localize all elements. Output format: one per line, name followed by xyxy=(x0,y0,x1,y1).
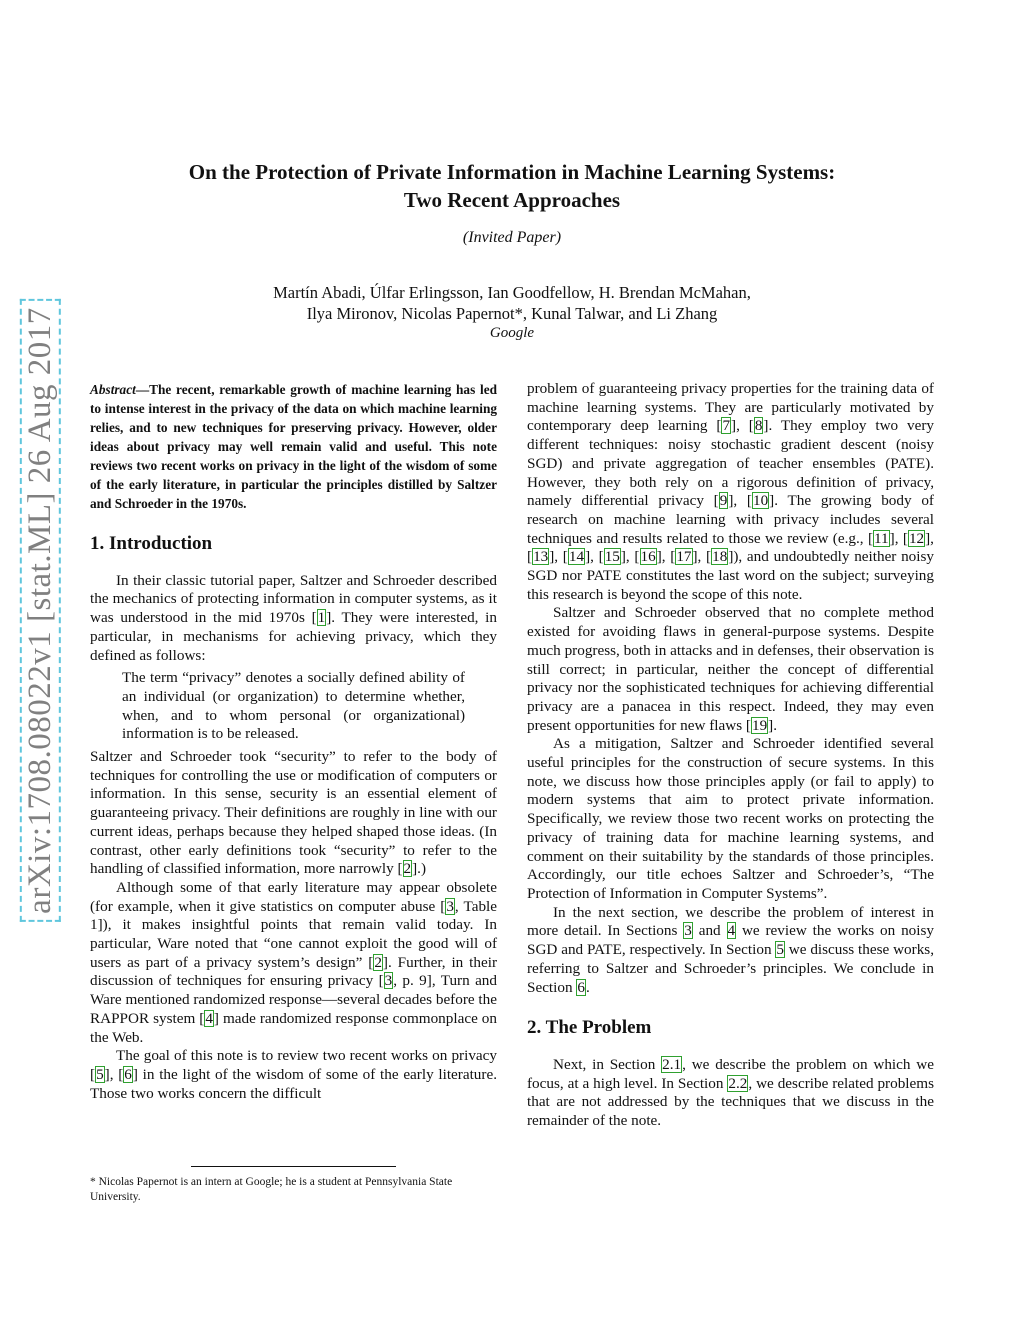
section-link[interactable]: 4 xyxy=(727,922,736,940)
citation-link[interactable]: 9 xyxy=(719,492,728,510)
abstract-text: —The recent, remarkable growth of machine learning has led to intense interest in the privacy of the data on which machine learning relies, and to new techniques for preserving privacy. However, older ideas about privacy may well remain valid and useful. This note reviews two recent works on privacy in the light of the wisdom of some of the early literature, in particular the principles distilled by Saltzer and Schroeder in the 1970s. xyxy=(90,382,497,511)
section-link[interactable]: 2.1 xyxy=(662,1055,682,1073)
citation-link[interactable]: 3 xyxy=(384,972,393,990)
citation-link[interactable]: 16 xyxy=(640,548,656,566)
intro-paragraph-7: As a mitigation, Saltzer and Schroeder identified several useful principles for the construction of secure systems. In this note, we discuss how those principles apply (or fail to apply) to modern systems that aim to protect private information. Specifically, we review those two recent works on protecting the privacy of training data for machine learning systems, and comment on their suitability by the standards of those principles. Accordingly, our title echoes Saltzer and Schroeder’s, “The Protection of Information in Computer Systems”. xyxy=(527,735,934,902)
citation-link[interactable]: 17 xyxy=(676,548,692,566)
intro-paragraph-4: The goal of this note is to review two recent works on privacy [5], [6] in the light of the wisdom of some of the early literature. Those two works concern the difficult xyxy=(90,1047,497,1102)
intro-paragraph-5: problem of guaranteeing privacy properties for the training data of machine learning systems. They are particularly motivated by contemporary deep learning [7], [8]. They employ two very different techniques: noisy stochastic gradient descent (noisy SGD) and private aggregation of teacher ensembles (PATE). However, they both rely on a rigorous definition of privacy, namely differential privacy [9], [10]. The growing body of research on machine learning with privacy includes several techniques and results related to those we review (e.g., [11], [12], [13], [14], [15], [16], [17], [18]), and undoubtedly neither noisy SGD nor PATE constitutes the last word on the subject; surveying this research is beyond the scope of this note. xyxy=(527,380,934,603)
section-link[interactable]: 2.2 xyxy=(728,1074,748,1092)
section-link[interactable]: 5 xyxy=(776,941,784,959)
footnote: * Nicolas Papernot is an intern at Google; he is a student at Pennsylvania State University. xyxy=(90,1176,453,1203)
authors-line1: Martín Abadi, Úlfar Erlingsson, Ian Goodfellow, H. Brendan McMahan, xyxy=(273,283,751,302)
authors-line2: Ilya Mironov, Nicolas Papernot*, Kunal Talwar, and Li Zhang xyxy=(306,304,718,323)
intro-paragraph-8: In the next section, we describe the problem of interest in more detail. In Sections 3 and 4 we review the works on noisy SGD and PATE, respectively. In Section 5 we discuss these works, referring to Saltzer and Schroeder’s principles. We conclude in Section 6. xyxy=(527,903,935,996)
intro-paragraph-2: Saltzer and Schroeder took “security” to refer to the body of techniques for controlling the use or modification of computers or information. In this sense, security is an essential element of guaranteeing privacy. Their definitions are roughly in line with our current ideas, perhaps because they helped shaped those ideas. (In contrast, other early definitions took “security” to refer to the handling of classified information, more narrowly [2].) xyxy=(90,748,497,878)
citation-link[interactable]: 1 xyxy=(317,609,326,627)
citation-link[interactable]: 13 xyxy=(533,548,549,566)
arxiv-stamp[interactable]: arXiv:1708.08022v1 [stat.ML] 26 Aug 2017 xyxy=(20,299,61,922)
citation-link[interactable]: 6 xyxy=(124,1065,132,1083)
abstract-label: Abstract xyxy=(90,382,136,397)
section-heading-problem: 2. The Problem xyxy=(527,1017,652,1039)
problem-paragraph-1: Next, in Section 2.1, we describe the problem on which we focus, at a high level. In Section 2.2, we describe related problems that are not addressed by the techniques that we discuss in the remainder of the note. xyxy=(527,1055,934,1130)
section-heading-introduction: 1. Introduction xyxy=(90,533,213,554)
citation-link[interactable]: 2 xyxy=(374,953,382,971)
paper-subtitle: (Invited Paper) xyxy=(462,229,562,246)
citation-link[interactable]: 8 xyxy=(754,417,763,435)
abstract xyxy=(90,380,497,513)
citation-link[interactable]: 2 xyxy=(403,860,412,878)
intro-paragraph-1: In their classic tutorial paper, Saltzer and Schroeder described the mechanics of protecting information in computer systems, as it was understood in the mid 1970s [1]. They were interested, in particular, in mechanisms for achieving privacy, which they defined as follows: xyxy=(90,571,497,664)
arxiv-stamp-container xyxy=(20,300,60,920)
intro-paragraph-6: Saltzer and Schroeder observed that no complete method existed for avoiding flaws in general-purpose systems. Despite much progress, both in attacks and in defenses, their observation is still correct; in particular, neither the concept of differential privacy nor the sophisticated techniques for achieving differential privacy are a panacea in this respect. Indeed, they may even present opportunities for new flaws [19]. xyxy=(527,604,934,734)
paper-title-line1: On the Protection of Private Information in Machine Learning Systems: xyxy=(188,160,836,184)
right-column xyxy=(527,380,934,1131)
paper-title-line2: Two Recent Approaches xyxy=(403,188,621,212)
privacy-definition-quote: The term “privacy” denotes a socially defined ability of an individual (or organization) to determine whether, when, and to whom personal (or organizational) information is to be released. xyxy=(122,669,465,743)
citation-link[interactable]: 7 xyxy=(722,417,731,435)
footnote-rule xyxy=(191,1166,396,1167)
section-link[interactable]: 3 xyxy=(684,922,692,940)
citation-link[interactable]: 14 xyxy=(568,548,585,566)
citation-link[interactable]: 3 xyxy=(446,897,454,915)
citation-link[interactable]: 5 xyxy=(96,1065,104,1083)
citation-link[interactable]: 12 xyxy=(908,529,925,547)
intro-paragraph-3: Although some of that early literature may appear obsolete (for example, when it give statistics on computer abuse [3, Table 1]), it makes insightful points that remain valid today. In particular, Ware noted that “one cannot exploit the good will of users as part of a privacy system’s design” [2]. Further, in their discussion of techniques for ensuring privacy [3, p. 9], Turn and Ware mentioned randomized response—several decades before the RAPPOR system [4] made randomized response commonplace on the Web. xyxy=(90,878,497,1046)
citation-link[interactable]: 4 xyxy=(205,1009,213,1027)
citation-link[interactable]: 15 xyxy=(604,548,620,566)
citation-link[interactable]: 11 xyxy=(874,529,889,547)
citation-link[interactable]: 19 xyxy=(751,716,768,734)
section-link[interactable]: 6 xyxy=(577,978,585,996)
citation-link[interactable]: 18 xyxy=(712,548,728,566)
citation-link[interactable]: 10 xyxy=(752,492,769,510)
affiliation: Google xyxy=(489,325,535,341)
left-column xyxy=(90,380,497,1103)
